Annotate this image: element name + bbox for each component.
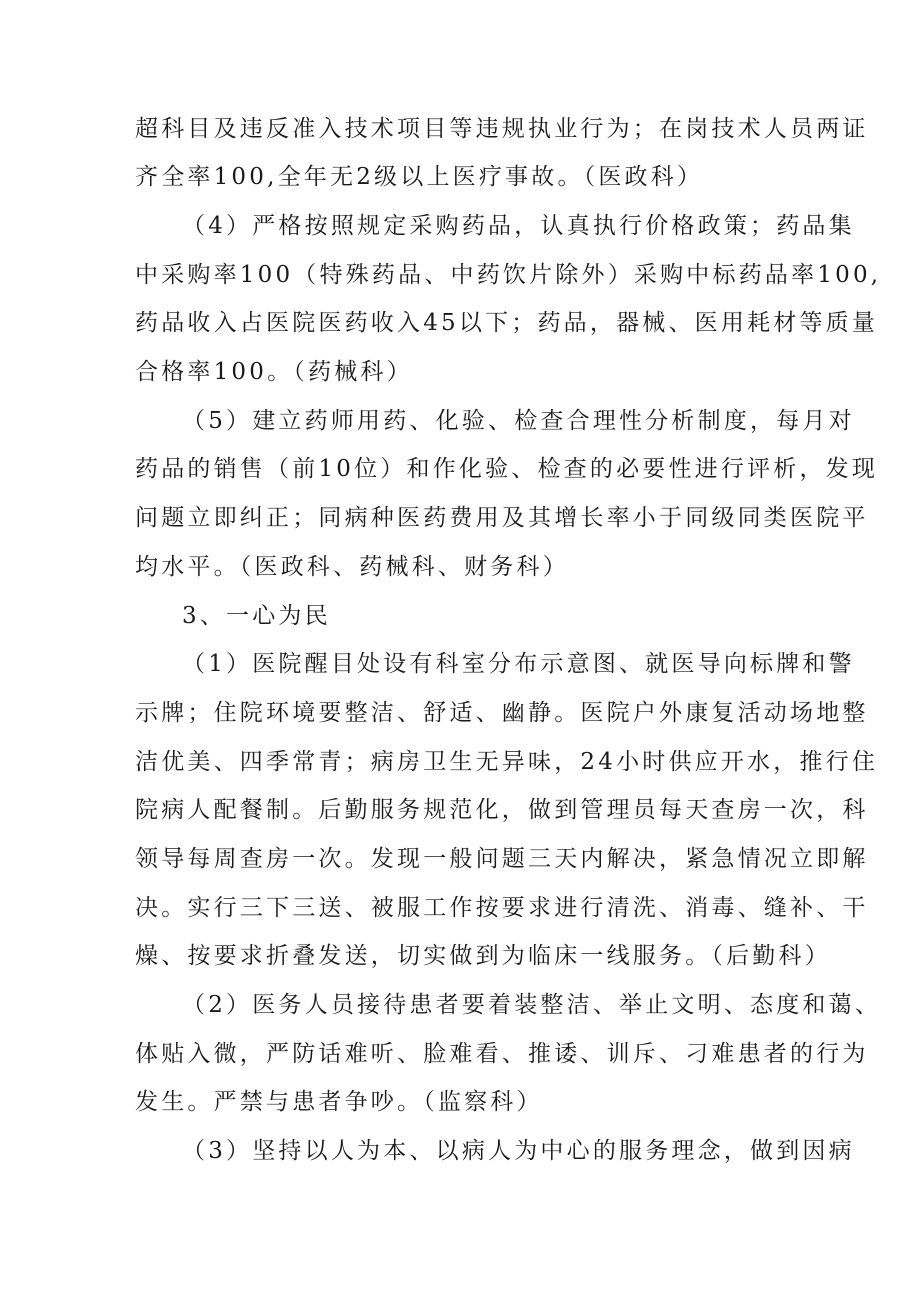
- paragraph-line: 洁优美、四季常青；病房卫生无异味，24小时供应开水，推行住: [135, 749, 879, 775]
- paragraph-line: 发生。严禁与患者争吵。（监察科）: [135, 1089, 543, 1115]
- paragraph-line: 院病人配餐制。后勤服务规范化，做到管理员每天查房一次，科: [135, 797, 869, 823]
- paragraph-line: 体贴入微，严防话难听、脸难看、推诿、训斥、刁难患者的行为: [135, 1041, 869, 1067]
- paragraph-line: 决。实行三下三送、被服工作按要求进行清洗、消毒、缝补、干: [135, 895, 869, 921]
- paragraph-line: （3）坚持以人为本、以病人为中心的服务理念，做到因病: [182, 1138, 855, 1164]
- paragraph-line: 中采购率100（特殊药品、中药饮片除外）采购中标药品率100,: [135, 262, 882, 288]
- paragraph-line: 药品收入占医院医药收入45以下；药品，器械、医用耗材等质量: [135, 310, 879, 336]
- section-heading: 3、一心为民: [182, 603, 331, 629]
- paragraph-line: 齐全率100,全年无2级以上医疗事故。（医政科）: [135, 164, 704, 190]
- paragraph-line: 领导每周查房一次。发现一般问题三天内解决，紧急情况立即解: [135, 846, 869, 872]
- paragraph-line: 超科目及违反准入技术项目等违规执业行为；在岗技术人员两证: [135, 116, 869, 142]
- paragraph-line: 药品的销售（前10位）和作化验、检查的必要性进行评析，发现: [135, 456, 879, 482]
- paragraph-line: （5）建立药师用药、化验、检查合理性分析制度，每月对: [182, 408, 855, 434]
- paragraph-line: 均水平。（医政科、药械科、财务科）: [135, 554, 569, 580]
- paragraph-line: 示牌；住院环境要整洁、舒适、幽静。医院户外康复活动场地整: [135, 700, 869, 726]
- paragraph-line: 燥、按要求折叠发送，切实做到为临床一线服务。（后勤科）: [135, 943, 831, 969]
- paragraph-line: （4）严格按照规定采购药品，认真执行价格政策；药品集: [182, 213, 855, 239]
- paragraph-line: 问题立即纠正；同病种医药费用及其增长率小于同级同类医院平: [135, 505, 869, 531]
- paragraph-line: 合格率100。（药械科）: [135, 359, 413, 385]
- paragraph-line: （2）医务人员接待患者要着装整洁、举止文明、态度和蔼、: [182, 992, 882, 1018]
- paragraph-line: （1）医院醒目处设有科室分布示意图、就医导向标牌和警: [182, 651, 855, 677]
